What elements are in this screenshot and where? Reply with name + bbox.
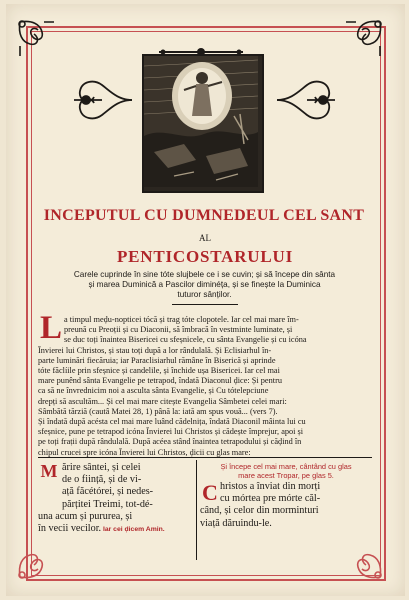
description-line: tuturor sânților. bbox=[177, 290, 232, 299]
text-line: parte luminări fiecăruia; iar Paraclisiarhul rămâne în Biserică și aprinde bbox=[38, 355, 276, 365]
drop-cap: M bbox=[40, 461, 58, 481]
text-line: părțitei Treimi, tot-dé- bbox=[62, 498, 153, 510]
drop-cap: C bbox=[202, 480, 218, 505]
flourish-ornament-icon bbox=[72, 71, 134, 129]
corner-ornament-icon bbox=[14, 16, 58, 60]
divider bbox=[172, 304, 238, 305]
text-line: pe toți fraṭii după rândulală. După acéea stând înaintea tetrapodului și căḑind în bbox=[38, 437, 302, 447]
description-line: și marea Duminică a Pascilor diminéța, și se finește la Duminica bbox=[88, 280, 321, 289]
rubric-paragraph bbox=[38, 310, 372, 458]
text-line: în vecii vecilor. Iar cei ḑicem Amin. bbox=[38, 523, 165, 535]
text-line: se duc toți înaintea Bisericei cu sfeșnicele, cu sânta Evangelie și cu icóna bbox=[64, 335, 307, 345]
column-divider-vertical bbox=[196, 460, 197, 560]
drop-cap: L bbox=[39, 310, 62, 346]
text-line: hristos a înviat din morți bbox=[220, 481, 321, 492]
text-line: una acum și pururea, și bbox=[38, 510, 133, 522]
rubric-note-line: Și începe cel mai mare, cântând cu glas bbox=[220, 462, 352, 471]
rubric-note bbox=[200, 462, 372, 480]
title-description bbox=[30, 270, 379, 300]
text-line: sfeșnice, pune pe tetrapod icóna Învierei lui Christos și cădește împrejur, apoi și bbox=[38, 427, 304, 437]
text-line: ață făcétórei, și nedes- bbox=[62, 486, 154, 498]
corner-ornament-icon bbox=[342, 539, 386, 583]
resurrection-illustration bbox=[142, 54, 264, 193]
book-title: PENTICOSTARULUI bbox=[116, 247, 294, 266]
rubric-note-line: mare acest Tropar, pe glas 5. bbox=[238, 471, 334, 480]
text-line: preună cu Preoții și cu Diaconii, să îmbracă în vestminte luminate, și bbox=[64, 325, 293, 335]
corner-ornament-icon bbox=[14, 539, 58, 583]
page-title: INCEPUTUL CU DUMNEDEUL CEL SANT bbox=[43, 207, 365, 224]
corner-ornament-icon bbox=[342, 16, 386, 60]
doxology-text bbox=[38, 462, 194, 536]
text-line: drepți să ascultăm... Și cel mai mare citește Evangelia Sâmbetei celei mari: bbox=[38, 396, 287, 406]
text-line: Și îndată după acésta cel mai mare luând cădelnița, îndată Diaconil mâinta lui cu bbox=[38, 417, 306, 427]
flourish-ornament-icon bbox=[275, 71, 337, 129]
text-line: mare punênd sânta Evangelie pe tetrapod, îndată Diaconul ḑice: Și pentru bbox=[38, 376, 282, 386]
text-line: a timpul meḑu-nopticei tócă și trag tóte clopotele. Iar cel mai mare îm- bbox=[64, 315, 299, 324]
text-line: ca să ne învrednicim noi a asculta sânta Evangelie, și Cu tótelepciune bbox=[38, 386, 269, 396]
text-line: chipul crucei spre icóna Învierei lui Christos, ḑicii cu glas mare: bbox=[38, 447, 251, 457]
text-line: când, și celor din morminturi bbox=[200, 505, 319, 517]
text-line: de o ființă, și de vi- bbox=[62, 474, 142, 486]
text-line: ărire sântei, și celei bbox=[62, 462, 141, 473]
description-line: Carele cuprinde în sine tóte slujbele ce i se cuvin; și să începe din sânta bbox=[73, 270, 336, 279]
text-line: Învierei lui Christos, și stau toți după a lor rândulală. Și Eclisiarhul în- bbox=[38, 345, 272, 355]
title-connector: AL bbox=[199, 233, 211, 243]
column-divider-horizontal bbox=[38, 457, 372, 458]
troparion-text bbox=[200, 481, 372, 530]
rubric-amen: Iar cei ḑicem Amin. bbox=[101, 526, 165, 534]
text-line: tóte făclíile prin sfeșnice și candelile, și închide ușa Bisericei. Iar cel mai bbox=[38, 366, 280, 376]
text-line: Sâmbătă tărziă (cautâ Matei 28, 1) până la: iată am spus vouă... (vers 7). bbox=[38, 406, 278, 416]
text-line: viață dăruindu-le. bbox=[200, 517, 272, 529]
text-line: cu mórtea pre mórte căl- bbox=[220, 493, 321, 505]
